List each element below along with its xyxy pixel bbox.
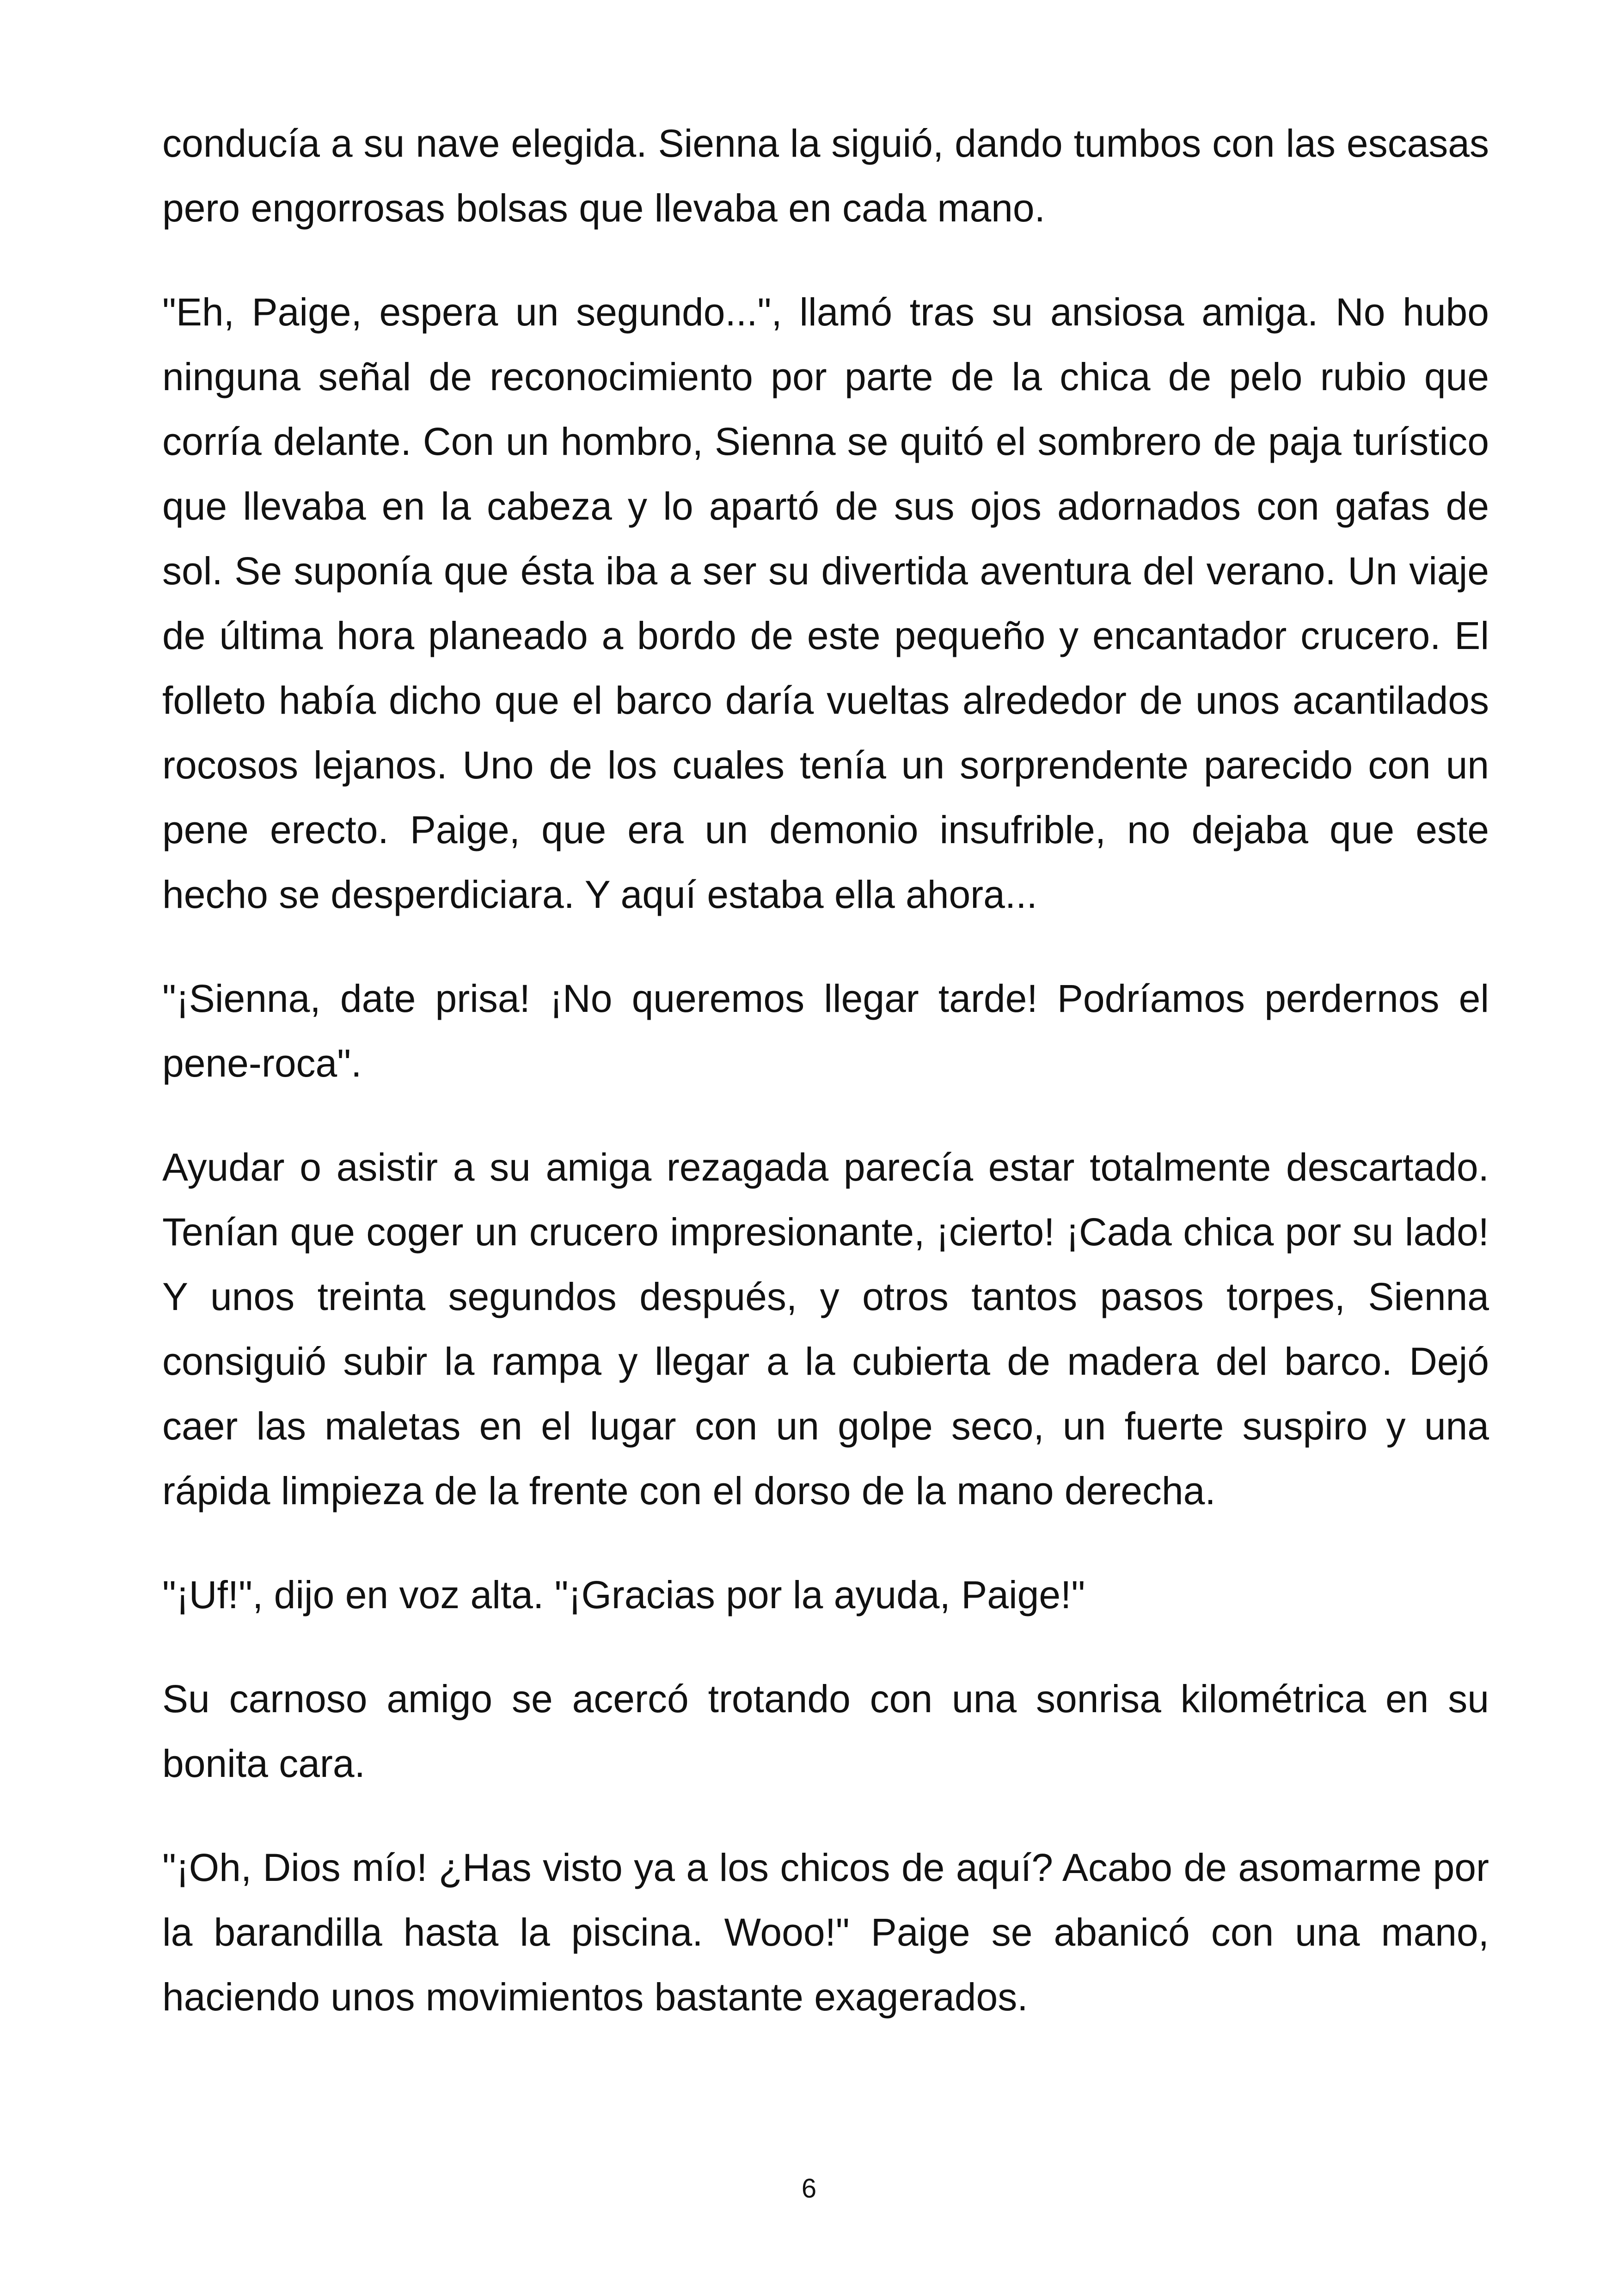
paragraph: conducía a su nave elegida. Sienna la siguió, dando tumbos con las escasas pero engorrosas bolsas que llevaba en cada mano. [162, 122, 1489, 230]
paragraph: "Eh, Paige, espera un segundo...", llamó tras su ansiosa amiga. No hubo ninguna señal de reconocimiento por parte de la chica de pelo rubio que corría delante. Con un hombro, Sienna se quitó el sombrero de paja turístico que llevaba en la cabeza y lo apartó de sus ojos adornados con gafas de sol. Se suponía que ésta iba a ser su divertida aventura del verano. Un viaje de última hora planeado a bordo de este pequeño y encantador crucero. El folleto había dicho que el barco daría vueltas alrededor de unos acantilados rocosos lejanos. Uno de los cuales tenía un sorprendente parecido con un pene erecto. Paige, que era un demonio insufrible, no dejaba que este hecho se desperdiciara. Y aquí estaba ella ahora... [162, 290, 1489, 916]
paragraph: "¡Oh, Dios mío! ¿Has visto ya a los chicos de aquí? Acabo de asomarme por la barandilla hasta la piscina. Wooo!" Paige se abanicó con una mano, haciendo unos movimientos bastante exagerados. [162, 1846, 1489, 2019]
document-body [162, 111, 1489, 2029]
page-number: 6 [801, 2174, 817, 2204]
paragraph: Ayudar o asistir a su amiga rezagada parecía estar totalmente descartado. Tenían que coger un crucero impresionante, ¡cierto! ¡Cada chica por su lado! Y unos treinta segundos después, y otros tantos pasos torpes, Sienna consiguió subir la rampa y llegar a la cubierta de madera del barco. Dejó caer las maletas en el lugar con un golpe seco, un fuerte suspiro y una rápida limpieza de la frente con el dorso de la mano derecha. [162, 1145, 1489, 1512]
paragraph: Su carnoso amigo se acercó trotando con una sonrisa kilométrica en su bonita cara. [162, 1677, 1489, 1785]
paragraph: "¡Uf!", dijo en voz alta. "¡Gracias por la ayuda, Paige!" [162, 1573, 1085, 1616]
paragraph: "¡Sienna, date prisa! ¡No queremos llegar tarde! Podríamos perdernos el pene-roca". [162, 977, 1489, 1085]
